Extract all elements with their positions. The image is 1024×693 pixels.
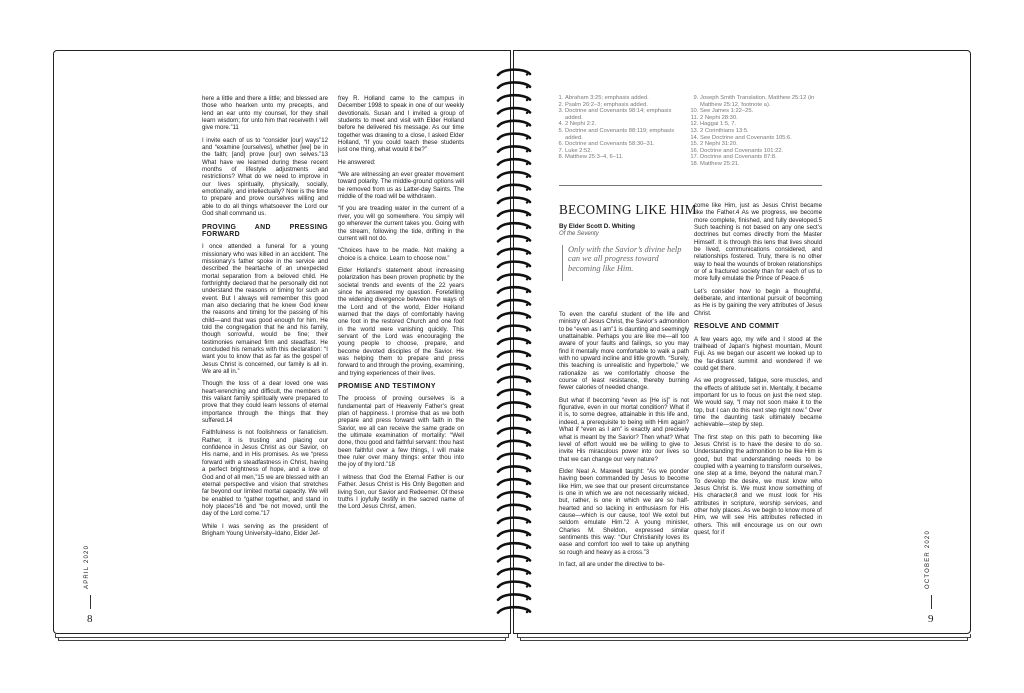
- page-stack-edge: [520, 637, 968, 641]
- body-paragraph: The process of proving ourselves is a fundamental part of Heavenly Father’s great plan of happiness. I promise that as we both prepare and press forward with faith in the Savior, we all can receive the same grade on the ultimate examination of mortality: “Well done, thou good and faithful servant: thou hast been faithful over a few things, I will make thee ruler over many things: enter thou into the joy of thy lord.”18: [338, 395, 464, 469]
- section-heading: PROMISE AND TESTIMONY: [338, 383, 436, 391]
- endnotes-column-1: [551, 95, 679, 161]
- endnote: 9. Joseph Smith Translation, Matthew 25:12 (in Matthew 25:12, footnote a).: [700, 95, 822, 108]
- binding-hole: [526, 125, 528, 127]
- body-paragraph: I invite each of us to “consider [our] ways”12 and “examine [ourselves], whether [we] be in the faith; [and] prove [our] own selves.”13 What have we learned during these recent months of lifestyle adjustments and restrictions? What do we need to improve in our lives spiritually, physically, socially, emotionally, and intellectually? Now is the time to prepare and prove ourselves willing and able to do all things whatsoever the Lord our God shall command us.: [202, 136, 328, 218]
- binding-hole: [526, 496, 528, 498]
- spiral-coil: [498, 454, 530, 459]
- spiral-binding: [494, 64, 534, 624]
- binding-hole: [526, 406, 528, 408]
- spiral-coil: [498, 236, 530, 241]
- endnote: 5. Doctrine and Covenants 88:119; emphasis added.: [565, 128, 679, 141]
- folio-rule: [931, 595, 932, 609]
- binding-hole: [526, 585, 528, 587]
- right-page-column-1: [559, 311, 689, 617]
- spiral-coil: [498, 428, 530, 433]
- binding-hole: [526, 253, 528, 255]
- binding-hole: [526, 189, 528, 191]
- binding-hole: [526, 291, 528, 293]
- spiral-coil: [498, 223, 530, 228]
- binding-hole: [526, 483, 528, 485]
- endnote: 8. Matthew 25:3–4, 6–11.: [565, 154, 679, 161]
- body-paragraph: As we progressed, fatigue, sore muscles, and the effects of altitude set in. Mentally, it became important for us to focus on just the next step. We would say, “I may not soon make it to the top, but I can do this next step right now.” Over time the daunting task ultimately became achievable—step by step.: [694, 377, 822, 429]
- folio-rule: [90, 595, 91, 609]
- body-paragraph: He answered:: [338, 158, 376, 166]
- body-paragraph: I once attended a funeral for a young missionary who was killed in an accident. The missionary’s father spoke in the service and described the heartache of an unexpected mortal separation from a beloved child. He forthrightly declared that he personally did not understand the reasons or timing for such an event. But I always will remember this good man also declaring that he knew God knew the reasons and timing for the passing of his child—and that was good enough for him. He told the congregation that he and his family, though sorrowful, would be fine; their testimonies remained firm and steadfast. He concluded his remarks with this declaration: “I want you to know that as far as the gospel of Jesus Christ is concerned, our family is all in. We are all in.”: [202, 243, 328, 376]
- binding-hole: [526, 573, 528, 575]
- binding-hole: [526, 611, 528, 613]
- article-title: BECOMING LIKE HIM: [559, 202, 697, 217]
- section-divider: [559, 185, 822, 186]
- spiral-coil: [498, 198, 530, 203]
- binding-hole: [526, 240, 528, 242]
- binding-hole: [526, 509, 528, 511]
- endnote: 12. Haggai 1:5, 7.: [700, 121, 822, 128]
- article-byline-role: Of the Seventy: [559, 231, 599, 237]
- spiral-coil: [498, 300, 530, 305]
- body-paragraph: The first step on this path to becoming like Jesus Christ is to have the desire to do so. Understanding the admonition to be like Him is good, but that understanding needs to be coupled with a yearning to transform ourselves, one step at a time, beyond the natural man.7 To develop the desire, we must know who Jesus Christ is. We must know something of His character,8 and we must look for His attributes in scripture, worship services, and other holy places. As we begin to know more of Him, we will see His attributes reflected in others. This will encourage us on our own quest, for if: [694, 433, 822, 537]
- body-paragraph: frey R. Holland came to the campus in December 1998 to speak in one of our weekly devotionals. Susan and I invited a group of students to meet and visit with Elder Holland before he delivered his message. As our time together was drawing to a close, I asked Elder Holland, “If you could teach these students just one thing, what would it be?”: [338, 95, 464, 154]
- right-page: [513, 50, 971, 634]
- body-paragraph: “We are witnessing an ever greater movement toward polarity. The middle-ground options will be removed from us as Latter-day Saints. The middle of the road will be withdrawn.: [338, 171, 464, 201]
- spiral-coil: [498, 287, 530, 292]
- spiral-coil: [498, 70, 530, 75]
- article-byline: By Elder Scott D. Whiting: [559, 223, 635, 230]
- spiral-coil: [498, 492, 530, 497]
- spiral-coil: [498, 95, 530, 100]
- spiral-coil: [498, 441, 530, 446]
- endnote: 16. Doctrine and Covenants 101:22.: [700, 148, 822, 155]
- section-heading: PROVING AND PRESSING FORWARD: [202, 223, 328, 238]
- binding-hole: [526, 355, 528, 357]
- binding-hole: [526, 534, 528, 536]
- body-paragraph: “Choices have to be made. Not making a choice is a choice. Learn to choose now.”: [338, 247, 464, 262]
- left-page-column-1: [202, 95, 328, 615]
- endnote: 11. 2 Nephi 28:30.: [700, 115, 822, 122]
- right-page-column-2: [694, 202, 822, 618]
- left-page: [53, 50, 511, 634]
- left-page-column-2: [338, 95, 464, 615]
- spiral-coil: [498, 518, 530, 523]
- spiral-coil: [498, 108, 530, 113]
- spiral-coil: [498, 594, 530, 599]
- endnote: 15. 2 Nephi 31:20.: [700, 141, 822, 148]
- running-month: OCTOBER 2020: [925, 530, 931, 589]
- body-paragraph: Elder Holland’s statement about increasing polarization has been proven prophetic by the societal trends and events of the 22 years since he answered my question. Foretelling the widening divergence between the ways of the Lord and of the world, Elder Holland warned that the days of comfortably having one foot in the restored Church and one foot in the world were vanishing quickly. This servant of the Lord was encouraging the young people to choose, prepare, and become devoted disciples of the Savior. He was helping them to prepare and press forward to and through the proving, examining, and trying experiences of their lives.: [338, 266, 464, 377]
- endnote: 10. See James 1:22–25.: [700, 108, 822, 115]
- spiral-coil: [498, 415, 530, 420]
- spiral-coil: [498, 185, 530, 190]
- spiral-coil: [498, 377, 530, 382]
- binding-hole: [526, 73, 528, 75]
- section-heading: RESOLVE AND COMMIT: [694, 323, 780, 331]
- endnote: 7. Luke 2:52.: [565, 148, 679, 155]
- binding-hole: [526, 368, 528, 370]
- pull-quote: Only with the Savior’s divine help can we all progress toward becoming like Him.: [562, 245, 688, 281]
- page-number: 9: [928, 613, 934, 625]
- body-paragraph: come like Him, just as Jesus Christ became like the Father.4 As we progress, we become more complete, finished, and fully developed.5 Such teaching is not based on any one sect’s doctrines but comes directly from the Master Himself. It is through this lens that lives should be lived, communications considered, and relationships fostered. Truly, there is no other way to heal the wounds of broken relationships or of a fractured society than for each of us to more fully emulate the Prince of Peace.6: [694, 202, 822, 283]
- spiral-coil: [498, 262, 530, 267]
- body-paragraph: Let’s consider how to begin a thoughtful, deliberate, and intentional pursuit of becoming as He is by gaining the very attributes of Jesus Christ.: [694, 287, 822, 317]
- body-paragraph: Though the loss of a dear loved one was heart-wrenching and difficult, the members of this valiant family spiritually were prepared to prove that they could learn lessons of eternal importance through the things that they suffered.14: [202, 380, 328, 425]
- binding-hole: [526, 304, 528, 306]
- spiral-coil: [498, 607, 530, 612]
- body-paragraph: In fact, all are under the directive to be-: [559, 561, 665, 568]
- page-stack-edge: [58, 637, 506, 641]
- binding-hole: [526, 163, 528, 165]
- endnote: 17. Doctrine and Covenants 87:8.: [700, 154, 822, 161]
- binding-hole: [526, 598, 528, 600]
- spiral-coil: [498, 172, 530, 177]
- spiral-coil: [498, 569, 530, 574]
- spiral-coil: [498, 466, 530, 471]
- endnote: 2. Psalm 26:2–3; emphasis added.: [565, 102, 679, 109]
- body-paragraph: I witness that God the Eternal Father is our Father. Jesus Christ is His Only Begotten and living Son, our Savior and Redeemer. Of these truths I joyfully testify in the sacred name of the Lord Jesus Christ, amen.: [338, 473, 464, 511]
- spiral-coil: [498, 530, 530, 535]
- endnote: 1. Abraham 3:25; emphasis added.: [565, 95, 679, 102]
- binding-hole: [526, 457, 528, 459]
- spiral-coil: [498, 146, 530, 151]
- endnote: 13. 2 Corinthians 13:5.: [700, 128, 822, 135]
- binding-hole: [526, 560, 528, 562]
- spiral-coil: [498, 313, 530, 318]
- binding-hole: [526, 137, 528, 139]
- spiral-coil: [498, 556, 530, 561]
- endnote: 18. Matthew 25:21.: [700, 161, 822, 168]
- binding-hole: [526, 470, 528, 472]
- binding-hole: [526, 342, 528, 344]
- spiral-coil: [498, 364, 530, 369]
- spiral-coil: [498, 134, 530, 139]
- binding-hole: [526, 329, 528, 331]
- body-paragraph: Faithfulness is not foolishness or fanaticism. Rather, it is trusting and placing our confidence in Jesus Christ as our Savior, on His name, and in His promises. As we “press forward with a steadfastness in Christ, having a perfect brightness of hope, and a love of God and of all men,”15 we are blessed with an eternal perspective and vision that stretches far beyond our limited mortal capacity. We will be enabled to “gather together, and stand in holy places”16 and “be not moved, until the day of the Lord come.”17: [202, 429, 328, 518]
- spiral-coil: [498, 479, 530, 484]
- endnotes-column-2: [686, 95, 822, 168]
- binding-hole: [526, 445, 528, 447]
- page-number: 8: [87, 613, 93, 625]
- body-paragraph: “If you are treading water in the current of a river, you will go somewhere. You simply will go wherever the current takes you. Going with the stream, following the tide, drifting in the current will not do.: [338, 205, 464, 242]
- binding-hole: [526, 419, 528, 421]
- binding-hole: [526, 547, 528, 549]
- spiral-coil: [498, 159, 530, 164]
- binding-hole: [526, 278, 528, 280]
- spiral-coil: [498, 274, 530, 279]
- binding-hole: [526, 112, 528, 114]
- spiral-coil: [498, 121, 530, 126]
- spiral-coil: [498, 390, 530, 395]
- spiral-coil: [498, 582, 530, 587]
- spiral-coil: [498, 543, 530, 548]
- binding-hole: [526, 99, 528, 101]
- spiral-coil: [498, 351, 530, 356]
- binding-hole: [526, 201, 528, 203]
- binding-hole: [526, 265, 528, 267]
- body-paragraph: To even the careful student of the life and ministry of Jesus Christ, the Savior’s admonition to be “even as I am”1 is daunting and seemingly unattainable. Perhaps you are like me—all too aware of your faults and failings, so you may find it mentally more comfortable to walk a path with no upward incline and little growth. “Surely, this teaching is unrealistic and hyperbole,” we rationalize as we comfortably choose the course of least resistance, thereby burning fewer calories of needed change.: [559, 311, 689, 392]
- body-paragraph: But what if becoming “even as [He is]” is not figurative, even in our mortal condition? What if it is, to some degree, attainable in this life and, indeed, a prerequisite to being with Him again? What if “even as I am” is exactly and precisely what is meant by the Savior? Then what? What level of effort would we be willing to give to invite His miraculous power into our lives so that we can change our very nature?: [559, 396, 689, 463]
- binding-hole: [526, 521, 528, 523]
- binding-hole: [526, 86, 528, 88]
- endnote: 14. See Doctrine and Covenants 105:6.: [700, 135, 822, 142]
- binding-hole: [526, 176, 528, 178]
- binding-hole: [526, 317, 528, 319]
- spiral-coil: [498, 249, 530, 254]
- binding-hole: [526, 227, 528, 229]
- spiral-coil: [498, 505, 530, 510]
- binding-hole: [526, 214, 528, 216]
- body-paragraph: Elder Neal A. Maxwell taught: “As we ponder having been commanded by Jesus to become like Him, we see that our present circumstance is one in which we are not necessarily wicked, but, rather, is one in which we are so half-hearted and so lacking in enthusiasm for His cause—which is our cause, too! We extol but seldom emulate Him.”2 A young minister, Charles M. Sheldon, expressed similar sentiments this way: “Our Christianity loves its ease and comfort too well to take up anything so rough and heavy as a cross.”3: [559, 467, 689, 556]
- endnote: 3. Doctrine and Covenants 98:14; emphasis added.: [565, 108, 679, 121]
- running-month: APRIL 2020: [84, 544, 90, 589]
- spiral-coil: [498, 210, 530, 215]
- binding-hole: [526, 381, 528, 383]
- endnote: 4. 2 Nephi 2:2.: [565, 121, 679, 128]
- spiral-coil: [498, 82, 530, 87]
- spiral-coil: [498, 402, 530, 407]
- binding-hole: [526, 393, 528, 395]
- spiral-coil: [498, 338, 530, 343]
- body-paragraph: While I was serving as the president of Brigham Young University–Idaho, Elder Jef-: [202, 522, 328, 537]
- body-paragraph: here a little and there a little; and blessed are those who hearken unto my precepts, and lend an ear unto my counsel, for they shall learn wisdom; for unto him that receiveth I will give more.”11: [202, 95, 328, 132]
- binding-hole: [526, 432, 528, 434]
- spiral-coil: [498, 326, 530, 331]
- binding-hole: [526, 150, 528, 152]
- endnote: 6. Doctrine and Covenants 58:30–31.: [565, 141, 679, 148]
- body-paragraph: A few years ago, my wife and I stood at the trailhead of Japan’s highest mountain, Mount Fuji. As we began our ascent we looked up to the far-distant summit and wondered if we could get there.: [694, 335, 822, 372]
